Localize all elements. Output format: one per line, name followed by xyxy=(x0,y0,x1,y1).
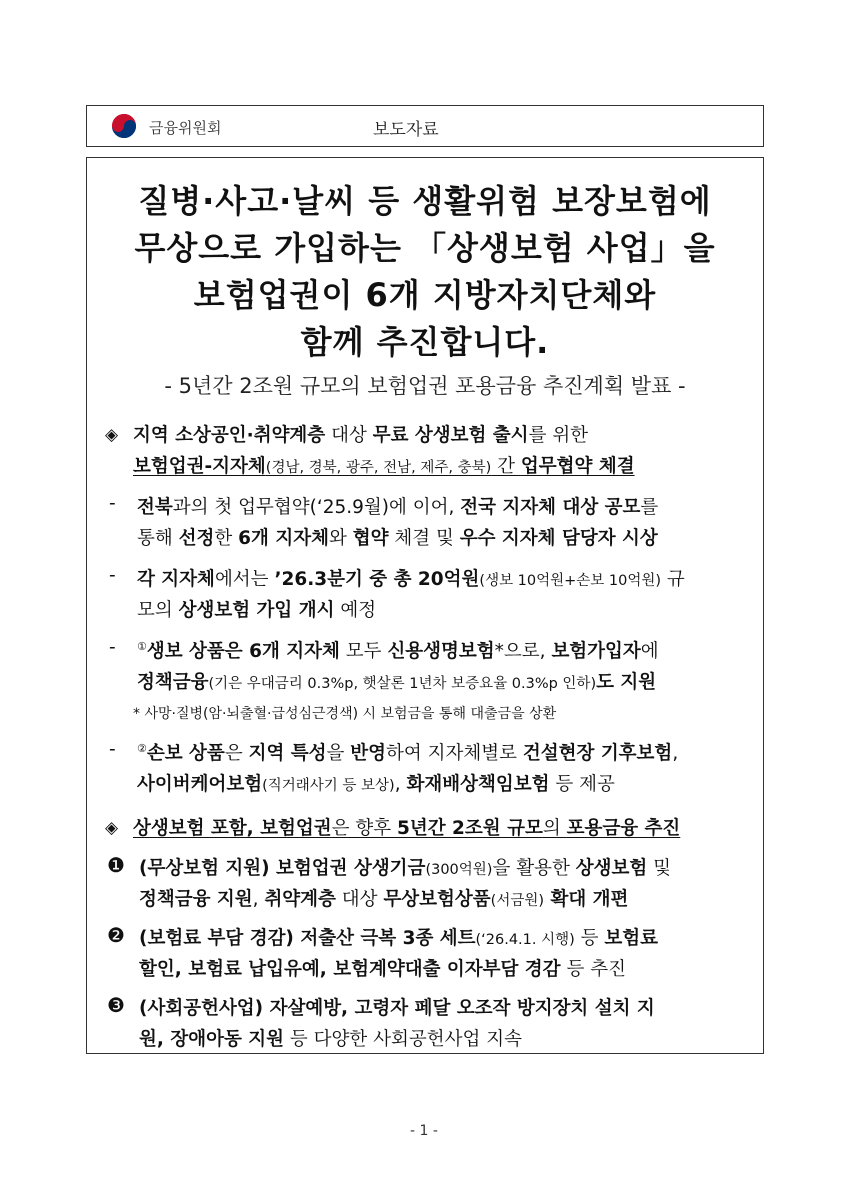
number-2-icon: ❷ xyxy=(107,923,125,947)
dash-bullet: - xyxy=(109,637,116,658)
item-1-line-1: (무상보험 지원) 보험업권 상생기금(300억원)을 활용한 상생보험 및 xyxy=(139,858,671,879)
paragraph-4-line-1: ②손보 상품은 지역 특성을 반영하여 지자체별로 건설현장 기후보험, xyxy=(137,742,679,764)
section-1-heading-line-1: 지역 소상공인·취약계층 대상 무료 상생보험 출시를 위한 xyxy=(133,425,589,446)
government-emblem-icon xyxy=(109,111,139,141)
paragraph-2-line-2: 모의 상생보험 가입 개시 예정 xyxy=(137,600,377,621)
paragraph-1-line-2: 통해 선정한 6개 지자체와 협약 체결 및 우수 지자체 담당자 시상 xyxy=(137,528,658,549)
dash-bullet: - xyxy=(109,493,116,514)
item-1-line-2: 정책금융 지원, 취약계층 대상 무상보험상품(서금원) 확대 개편 xyxy=(139,889,629,910)
paragraph-3-line-2: 정책금융(기은 우대금리 0.3%p, 햇살론 1년차 보증요율 0.3%p 인하)도 지원 xyxy=(137,672,657,693)
item-3-line-2: 원, 장애아동 지원 등 다양한 사회공헌사업 지속 xyxy=(139,1029,522,1050)
diamond-bullet-icon: ◈ xyxy=(105,425,119,445)
number-1-icon: ❶ xyxy=(107,853,125,877)
headline-line-1: 질병·사고·날씨 등 생활위험 보장보험에 xyxy=(138,182,712,220)
dash-bullet: - xyxy=(109,565,116,586)
section-2-heading: 상생보험 포함, 보험업권은 향후 5년간 2조원 규모의 포용금융 추진 xyxy=(133,818,681,839)
page-number: - 1 - xyxy=(410,1123,438,1139)
item-3-line-1: (사회공헌사업) 자살예방, 고령자 페달 오조작 방지장치 설치 지 xyxy=(139,998,655,1019)
footnote: * 사망·질병(암·뇌출혈·급성심근경색) 시 보험금을 통해 대출금을 상환 xyxy=(133,706,557,722)
paragraph-4-line-2: 사이버케어보험(직거래사기 등 보상), 화재배상책임보험 등 제공 xyxy=(137,774,615,795)
paragraph-1-line-1: 전북과의 첫 업무협약(‘25.9월)에 이어, 전국 지자체 대상 공모를 xyxy=(137,497,659,518)
paragraph-2-line-1: 각 지자체에서는 ’26.3분기 중 총 20억원(생보 10억원+손보 10억원) 규 xyxy=(137,569,685,590)
doc-type: 보도자료 xyxy=(373,120,439,140)
number-3-icon: ❸ xyxy=(107,993,125,1017)
headline-line-2: 무상으로 가입하는 「상생보험 사업」을 xyxy=(134,229,716,267)
paragraph-3-line-1: ①생보 상품은 6개 지자체 모두 신용생명보험*으로, 보험가입자에 xyxy=(137,640,659,662)
subtitle: - 5년간 2조원 규모의 보험업권 포용금융 추진계획 발표 - xyxy=(164,374,686,398)
dash-bullet: - xyxy=(109,739,116,760)
header-box xyxy=(86,105,764,147)
section-1-heading-line-2: 보험업권-지자체(경남, 경북, 광주, 전남, 제주, 충북) 간 업무협약 체결 xyxy=(133,456,635,477)
diamond-bullet-icon: ◈ xyxy=(105,818,119,838)
org-name: 금융위원회 xyxy=(149,119,222,137)
headline-line-3: 보험업권이 6개 지방자치단체와 xyxy=(193,276,657,314)
item-2-line-2: 할인, 보험료 납입유예, 보험계약대출 이자부담 경감 등 추진 xyxy=(139,959,626,980)
item-2-line-1: (보험료 부담 경감) 저출산 극복 3종 세트(‘26.4.1. 시행) 등 보험료 xyxy=(139,928,659,949)
main-content-box xyxy=(86,157,764,1054)
headline xyxy=(87,178,763,366)
headline-line-4: 함께 추진합니다. xyxy=(300,323,550,361)
